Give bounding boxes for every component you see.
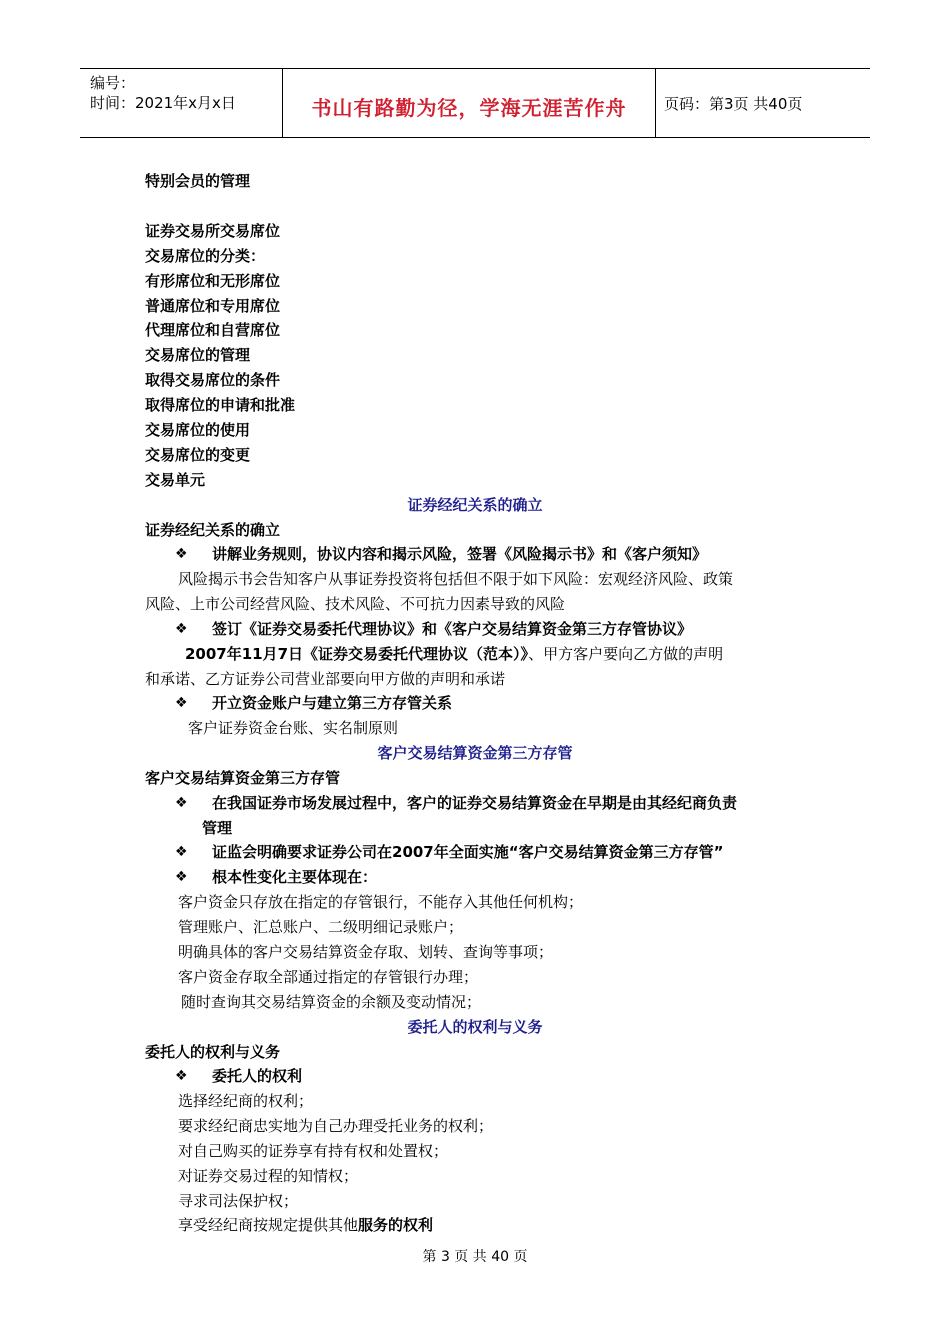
bullet-text: 签订《证券交易委托代理协议》和《客户交易结算资金第三方存管协议》: [212, 620, 693, 638]
section-title: 客户交易结算资金第三方存管: [377, 744, 573, 762]
text-line: 取得交易席位的条件: [145, 371, 281, 389]
bullet-text: 讲解业务规则，协议内容和揭示风险，签署《风险揭示书》和《客户须知》: [212, 545, 708, 563]
bullet-icon: ❖: [175, 1068, 188, 1084]
section-heading: 委托人的权利与义务: [145, 1043, 281, 1061]
bullet-text-continued: 管理: [202, 819, 233, 837]
bullet-text: 根本性变化主要体现在：: [212, 868, 378, 886]
text-line: 交易单元: [145, 471, 206, 489]
text-line: 交易席位的变更: [145, 446, 251, 464]
header-middle-cell: [282, 69, 656, 137]
list-line: 对自己购买的证券享有持有权和处置权；: [178, 1142, 449, 1160]
bullet-text: 委托人的权利: [212, 1067, 303, 1085]
section-heading: 证券经纪关系的确立: [145, 521, 281, 539]
bullet-icon: ❖: [175, 844, 188, 860]
list-line-end: 服务的权利: [358, 1216, 434, 1234]
text-line: 取得席位的申请和批准: [145, 396, 296, 414]
bullet-icon: ❖: [175, 795, 188, 811]
list-line: 客户资金只存放在指定的存管银行，不能存入其他任何机构；: [178, 893, 584, 911]
heading-special-member: 特别会员的管理: [145, 172, 251, 190]
list-line: 明确具体的客户交易结算资金存取、划转、查询等事项；: [178, 943, 554, 961]
bullet-icon: ❖: [175, 869, 188, 885]
paragraph-line: 和承诺、乙方证券公司营业部要向甲方做的声明和承诺: [145, 670, 506, 688]
list-line: 随时查询其交易结算资金的余额及变动情况；: [181, 993, 482, 1011]
heading-seat: 证券交易所交易席位: [145, 222, 281, 240]
text-line: 交易席位的使用: [145, 421, 251, 439]
bullet-icon: ❖: [175, 546, 188, 562]
page-footer: 第 3 页 共 40 页: [422, 1249, 528, 1265]
list-line: 要求经纪商忠实地为自己办理受托业务的权利；: [178, 1117, 494, 1135]
list-line-start: 享受经纪商按规定提供其他: [178, 1216, 359, 1234]
list-line: 选择经纪商的权利；: [178, 1092, 314, 1110]
page-header: [80, 68, 870, 138]
agreement-text: 、甲方客户要向乙方做的声明: [528, 645, 724, 663]
date-line: 时间：2021年x月x日: [90, 94, 236, 112]
bullet-icon: ❖: [175, 621, 188, 637]
bullet-icon: ❖: [175, 695, 188, 711]
paragraph-line: 风险揭示书会告知客户从事证券投资将包括但不限于如下风险：宏观经济风险、政策: [178, 570, 734, 588]
section-title: 证券经纪关系的确立: [407, 496, 543, 514]
list-line: [178, 1215, 433, 1235]
section-title: 委托人的权利与义务: [407, 1018, 543, 1036]
bullet-text: 在我国证券市场发展过程中，客户的证券交易结算资金在早期是由其经纪商负责: [212, 794, 738, 812]
text-line: 有形席位和无形席位: [145, 272, 281, 290]
text-line: 普通席位和专用席位: [145, 297, 281, 315]
list-line: 寻求司法保护权；: [178, 1192, 299, 1210]
text-line: 交易席位的分类：: [145, 247, 266, 265]
list-line: 对证券交易过程的知情权；: [178, 1167, 359, 1185]
paragraph-line: 风险、上市公司经营风险、技术风险、不可抗力因素导致的风险: [145, 595, 566, 613]
section-heading: 客户交易结算资金第三方存管: [145, 769, 341, 787]
header-right-cell: [656, 69, 870, 137]
header-left-cell: [80, 69, 282, 137]
paragraph-line: 客户证券资金台账、实名制原则: [188, 719, 399, 737]
list-line: 客户资金存取全部通过指定的存管银行办理；: [178, 968, 479, 986]
motto: 书山有路勤为径，学海无涯苦作舟: [311, 96, 627, 120]
paragraph-line: [185, 644, 723, 664]
text-line: 交易席位的管理: [145, 346, 251, 364]
agreement-title: 2007年11月7日《证券交易委托代理协议（范本）》: [185, 645, 529, 663]
bullet-text: 证监会明确要求证券公司在2007年全面实施“客户交易结算资金第三方存管”: [212, 843, 724, 861]
bullet-text: 开立资金账户与建立第三方存管关系: [212, 694, 453, 712]
list-line: 管理账户、汇总账户、二级明细记录账户；: [178, 918, 464, 936]
code-label: 编号：: [90, 74, 136, 92]
text-line: 代理席位和自营席位: [145, 321, 281, 339]
page-info: 页码：第3页 共40页: [664, 95, 803, 113]
